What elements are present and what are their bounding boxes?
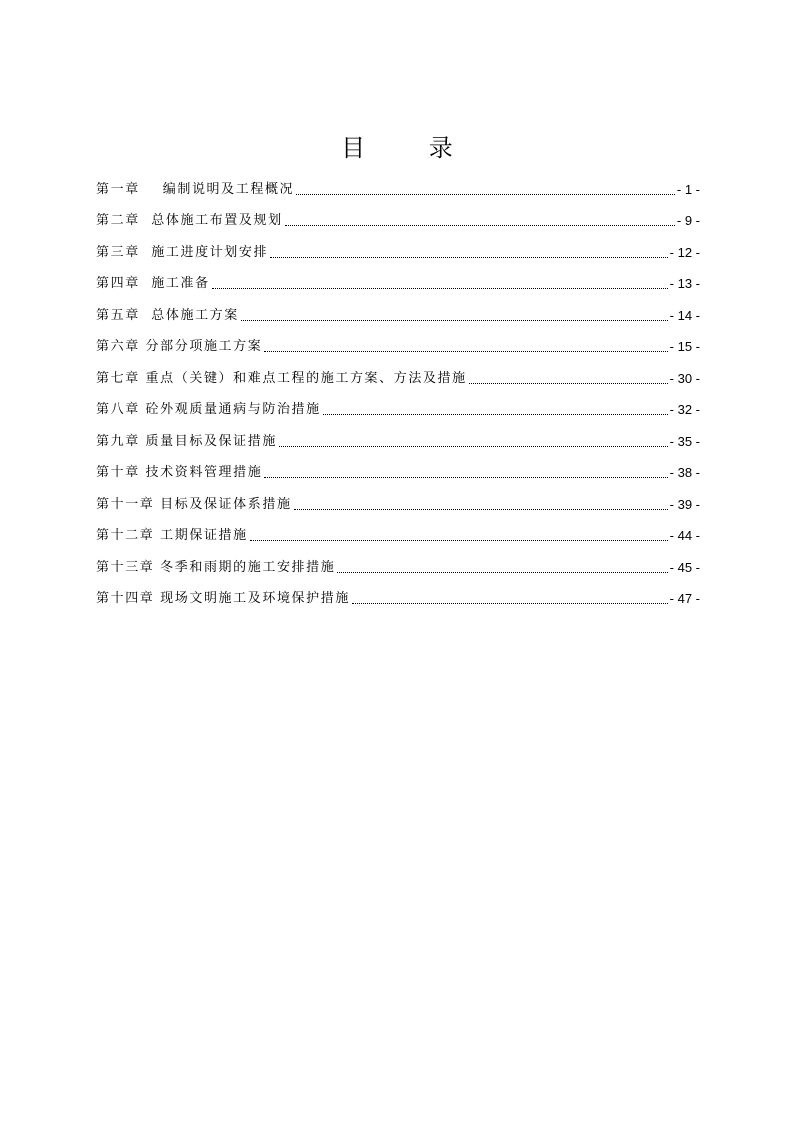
toc-page-number: - 30 -	[669, 370, 700, 386]
toc-entry[interactable]	[96, 168, 700, 200]
dot-leader	[250, 540, 668, 541]
toc-chapter-number: 第六章	[96, 339, 140, 354]
dot-leader	[352, 603, 668, 604]
toc-entry-title: 分部分项施工方案	[145, 339, 263, 354]
toc-entry-title: 编制说明及工程概况	[162, 181, 295, 197]
toc-entry[interactable]	[96, 483, 700, 515]
toc-entry-title: 冬季和雨期的施工安排措施	[160, 559, 336, 575]
dot-leader	[270, 257, 668, 258]
toc-chapter-number: 第十章	[96, 465, 140, 480]
toc-page-number: - 32 -	[669, 402, 700, 417]
toc-entry[interactable]	[96, 420, 700, 452]
toc-chapter-number: 第十四章	[96, 591, 155, 606]
toc-entry[interactable]	[96, 357, 700, 389]
toc-page-number: - 44 -	[669, 528, 700, 543]
table-of-contents	[96, 168, 700, 609]
toc-page-number: - 12 -	[669, 244, 700, 260]
toc-page-number: - 38 -	[669, 465, 700, 480]
toc-entry[interactable]	[96, 515, 700, 547]
page-title: 目 录	[341, 134, 481, 163]
toc-page-number: - 15 -	[669, 339, 700, 354]
toc-page-number: - 47 -	[669, 591, 700, 606]
toc-entry[interactable]	[96, 546, 700, 578]
toc-entry-title: 技术资料管理措施	[145, 465, 263, 480]
toc-page-number: - 14 -	[669, 307, 700, 323]
toc-chapter-number: 第八章	[96, 402, 140, 417]
toc-entry[interactable]	[96, 326, 700, 358]
toc-page-number: - 45 -	[669, 559, 700, 575]
toc-entry-title: 施工进度计划安排	[151, 244, 269, 260]
toc-chapter-number: 第一章	[96, 181, 140, 197]
toc-gap	[140, 243, 151, 263]
dot-leader	[264, 477, 667, 478]
toc-page-number: - 1 -	[676, 181, 700, 197]
toc-entry[interactable]	[96, 263, 700, 295]
toc-entry-title: 重点（关键）和难点工程的施工方案、方法及措施	[145, 370, 467, 386]
toc-entry-title: 工期保证措施	[160, 528, 248, 543]
toc-entry-title: 目标及保证体系措施	[160, 496, 292, 512]
toc-entry-title: 施工准备	[151, 276, 210, 291]
toc-entry-title: 砼外观质量通病与防治措施	[145, 402, 321, 417]
toc-gap	[140, 180, 163, 200]
dot-leader	[294, 509, 668, 510]
dot-leader	[212, 288, 668, 289]
toc-page-number: - 35 -	[669, 433, 700, 449]
toc-chapter-number: 第十三章	[96, 559, 155, 575]
toc-entry-title: 总体施工方案	[151, 307, 239, 323]
toc-entry[interactable]	[96, 294, 700, 326]
toc-entry-title: 质量目标及保证措施	[145, 433, 277, 449]
toc-chapter-number: 第十二章	[96, 528, 155, 543]
toc-entry[interactable]	[96, 389, 700, 421]
toc-gap	[140, 274, 151, 294]
dot-leader	[264, 351, 667, 352]
toc-page-number: - 39 -	[669, 496, 700, 512]
toc-chapter-number: 第九章	[96, 433, 140, 449]
toc-entry[interactable]	[96, 231, 700, 263]
dot-leader	[323, 414, 668, 415]
toc-entry[interactable]	[96, 452, 700, 484]
toc-entry[interactable]	[96, 200, 700, 232]
toc-entry-title: 现场文明施工及环境保护措施	[160, 591, 350, 606]
toc-entry-title: 总体施工布置及规划	[151, 213, 283, 228]
dot-leader	[296, 194, 675, 195]
toc-chapter-number: 第七章	[96, 370, 140, 386]
toc-chapter-number: 第五章	[96, 307, 140, 323]
toc-gap	[140, 306, 151, 326]
toc-entry[interactable]	[96, 578, 700, 610]
dot-leader	[241, 320, 668, 321]
toc-gap	[140, 211, 151, 231]
toc-chapter-number: 第二章	[96, 213, 140, 228]
toc-page-number: - 13 -	[669, 276, 700, 291]
toc-chapter-number: 第十一章	[96, 496, 155, 512]
toc-page-number: - 9 -	[676, 213, 700, 228]
toc-chapter-number: 第三章	[96, 244, 140, 260]
dot-leader	[469, 383, 668, 384]
toc-chapter-number: 第四章	[96, 276, 140, 291]
dot-leader	[285, 225, 675, 226]
dot-leader	[279, 446, 668, 447]
dot-leader	[337, 572, 667, 573]
